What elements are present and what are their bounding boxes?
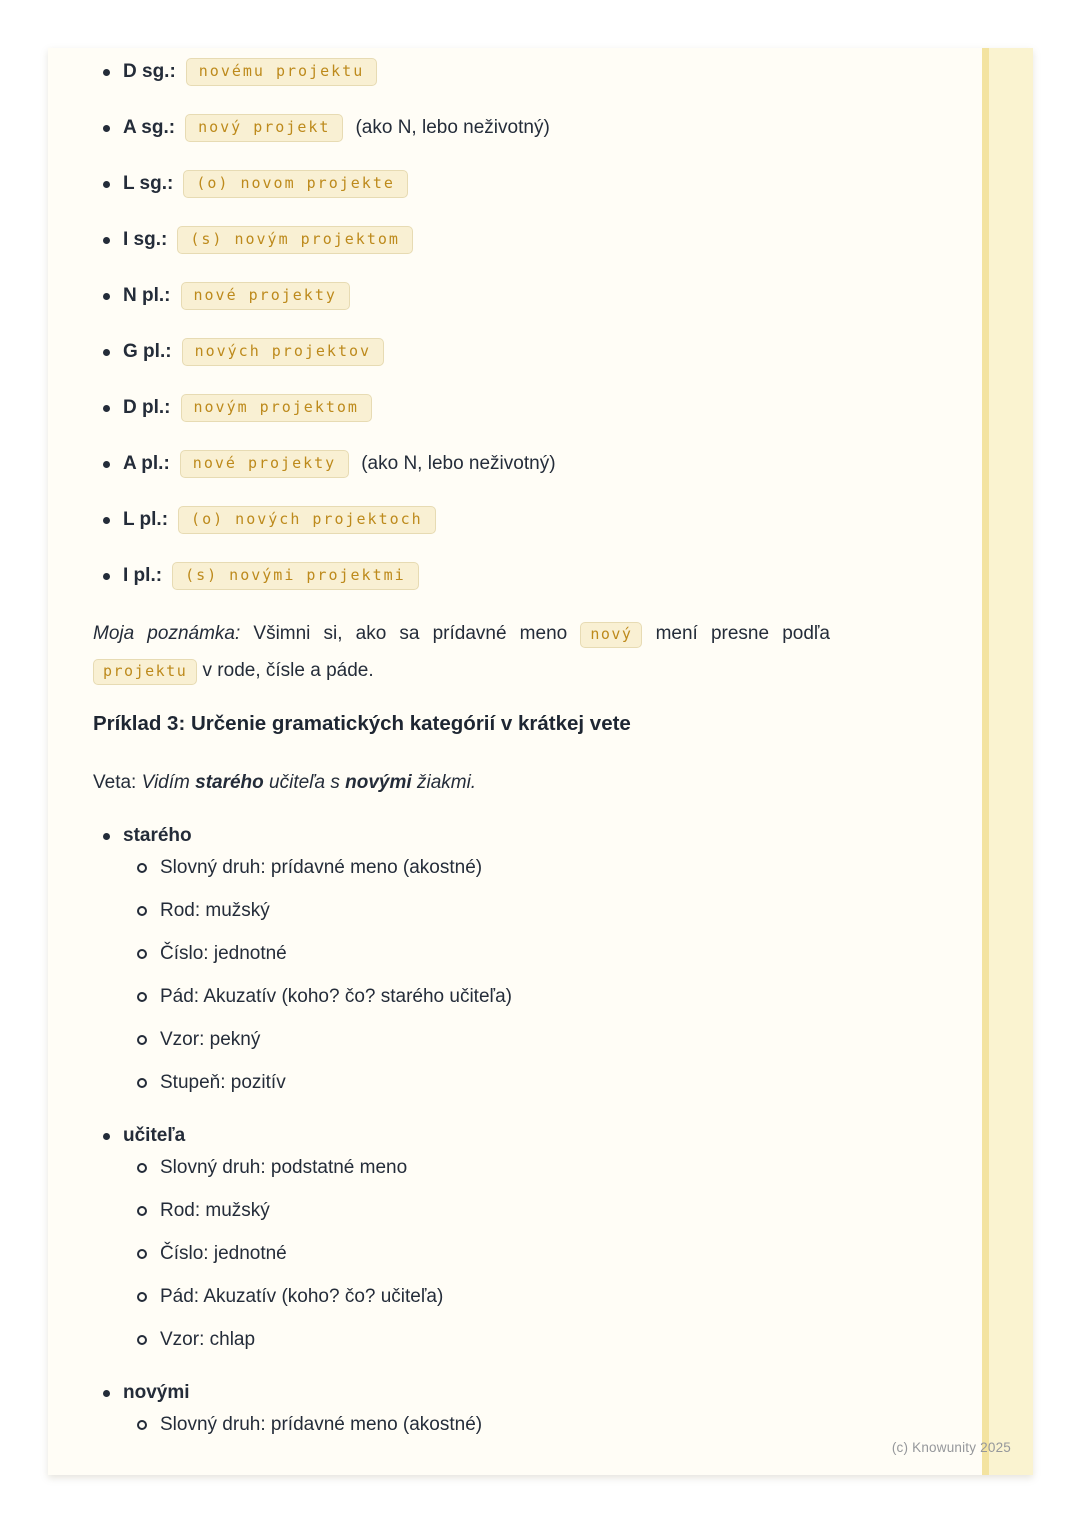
- sentence-highlight: novými: [345, 772, 412, 793]
- page-edge-accent-strip: [982, 48, 1033, 1475]
- declension-item: [103, 281, 838, 311]
- property-item: [137, 1156, 838, 1180]
- case-label: L pl.:: [123, 509, 169, 530]
- property-text: Vzor: pekný: [160, 1029, 261, 1050]
- circle-bullet-icon: [137, 992, 147, 1002]
- page-content: [48, 48, 838, 1437]
- property-item: [137, 1413, 838, 1437]
- analysis-term: starého: [123, 825, 192, 846]
- case-label: D sg.:: [123, 61, 176, 82]
- bullet-icon: [103, 69, 110, 76]
- property-item: [137, 1242, 838, 1266]
- case-code-chip: nové projekty: [180, 450, 349, 478]
- analysis-group: [93, 1124, 838, 1352]
- case-label: G pl.:: [123, 341, 172, 362]
- bullet-icon: [103, 1390, 110, 1397]
- bullet-icon: [103, 1133, 110, 1140]
- analysis-term: novými: [123, 1382, 190, 1403]
- property-text: Stupeň: pozitív: [160, 1072, 286, 1093]
- analysis-term-row: [103, 1124, 838, 1148]
- analysis-term-row: [103, 824, 838, 848]
- bullet-icon: [103, 349, 110, 356]
- case-label: N pl.:: [123, 285, 171, 306]
- property-list: [93, 1156, 838, 1352]
- sentence-highlight: starého: [195, 772, 264, 793]
- circle-bullet-icon: [137, 1249, 147, 1259]
- case-code-chip: nový projekt: [185, 114, 343, 142]
- analysis-term: učiteľa: [123, 1125, 186, 1146]
- case-code-chip: (o) novom projekte: [183, 170, 408, 198]
- bullet-icon: [103, 405, 110, 412]
- circle-bullet-icon: [137, 949, 147, 959]
- declension-item: [103, 449, 838, 479]
- note-text: v rode, čísle a páde.: [197, 660, 374, 681]
- case-code-chip: novým projektom: [181, 394, 372, 422]
- document-page: [48, 48, 1033, 1475]
- property-item: [137, 985, 838, 1009]
- property-text: Slovný druh: prídavné meno (akostné): [160, 1414, 483, 1435]
- declension-list: [93, 57, 838, 591]
- property-text: Číslo: jednotné: [160, 1243, 287, 1264]
- sentence-part: učiteľa s: [263, 772, 346, 793]
- circle-bullet-icon: [137, 1163, 147, 1173]
- bullet-icon: [103, 573, 110, 580]
- case-label: L sg.:: [123, 173, 174, 194]
- declension-item: [103, 113, 838, 143]
- sentence-lead: Veta:: [93, 772, 142, 793]
- case-code-chip: nových projektov: [182, 338, 385, 366]
- sentence-part: Vidím: [141, 772, 196, 793]
- property-text: Rod: mužský: [160, 1200, 270, 1221]
- circle-bullet-icon: [137, 1335, 147, 1345]
- property-item: [137, 856, 838, 880]
- case-code-chip: (s) novým projektom: [177, 226, 413, 254]
- property-list: [93, 1413, 838, 1437]
- note-paragraph: [93, 615, 830, 689]
- analysis-group: [93, 824, 838, 1095]
- declension-item: [103, 393, 838, 423]
- circle-bullet-icon: [137, 863, 147, 873]
- bullet-icon: [103, 181, 110, 188]
- property-text: Pád: Akuzatív (koho? čo? starého učiteľa): [160, 986, 512, 1007]
- bullet-icon: [103, 517, 110, 524]
- case-label: A pl.:: [123, 453, 170, 474]
- property-text: Rod: mužský: [160, 900, 270, 921]
- sentence-body: [142, 772, 476, 793]
- property-item: [137, 899, 838, 923]
- property-text: Číslo: jednotné: [160, 943, 287, 964]
- analysis-group: [93, 1381, 838, 1437]
- declension-item: [103, 57, 838, 87]
- property-item: [137, 1285, 838, 1309]
- property-text: Pád: Akuzatív (koho? čo? učiteľa): [160, 1286, 444, 1307]
- note-text: mení presne podľa: [642, 623, 830, 644]
- inline-code-chip: projektu: [93, 659, 197, 685]
- case-label: D pl.:: [123, 397, 171, 418]
- bullet-icon: [103, 833, 110, 840]
- case-suffix: (ako N, lebo neživotný): [355, 117, 550, 138]
- case-label: I sg.:: [123, 229, 168, 250]
- declension-item: [103, 561, 838, 591]
- property-item: [137, 1199, 838, 1223]
- declension-item: [103, 169, 838, 199]
- property-item: [137, 1328, 838, 1352]
- inline-code-chip: nový: [580, 622, 642, 648]
- case-code-chip: novému projektu: [186, 58, 377, 86]
- note-text: Všimni si, ako sa prídavné meno: [240, 623, 581, 644]
- case-label: I pl.:: [123, 565, 163, 586]
- property-text: Vzor: chlap: [160, 1329, 256, 1350]
- circle-bullet-icon: [137, 1420, 147, 1430]
- note-lead: Moja poznámka:: [93, 623, 241, 644]
- circle-bullet-icon: [137, 1206, 147, 1216]
- example-heading: Príklad 3: Určenie gramatických kategórií v krátkej vete: [93, 712, 631, 735]
- watermark: (c) Knowunity 2025: [891, 1440, 1011, 1455]
- bullet-icon: [103, 461, 110, 468]
- circle-bullet-icon: [137, 1035, 147, 1045]
- case-code-chip: (s) novými projektmi: [172, 562, 419, 590]
- property-item: [137, 942, 838, 966]
- case-suffix: (ako N, lebo neživotný): [361, 453, 556, 474]
- property-list: [93, 856, 838, 1095]
- circle-bullet-icon: [137, 1292, 147, 1302]
- declension-item: [103, 505, 838, 535]
- analysis-term-row: [103, 1381, 838, 1405]
- property-item: [137, 1028, 838, 1052]
- property-text: Slovný druh: podstatné meno: [160, 1157, 408, 1178]
- declension-item: [103, 337, 838, 367]
- circle-bullet-icon: [137, 906, 147, 916]
- bullet-icon: [103, 125, 110, 132]
- case-code-chip: nové projekty: [181, 282, 350, 310]
- circle-bullet-icon: [137, 1078, 147, 1088]
- case-label: A sg.:: [123, 117, 176, 138]
- case-code-chip: (o) nových projektoch: [178, 506, 436, 534]
- property-item: [137, 1071, 838, 1095]
- property-text: Slovný druh: prídavné meno (akostné): [160, 857, 483, 878]
- declension-item: [103, 225, 838, 255]
- analysis-list: [93, 824, 838, 1437]
- example-sentence: [93, 770, 838, 796]
- bullet-icon: [103, 237, 110, 244]
- bullet-icon: [103, 293, 110, 300]
- sentence-part: žiakmi.: [411, 772, 477, 793]
